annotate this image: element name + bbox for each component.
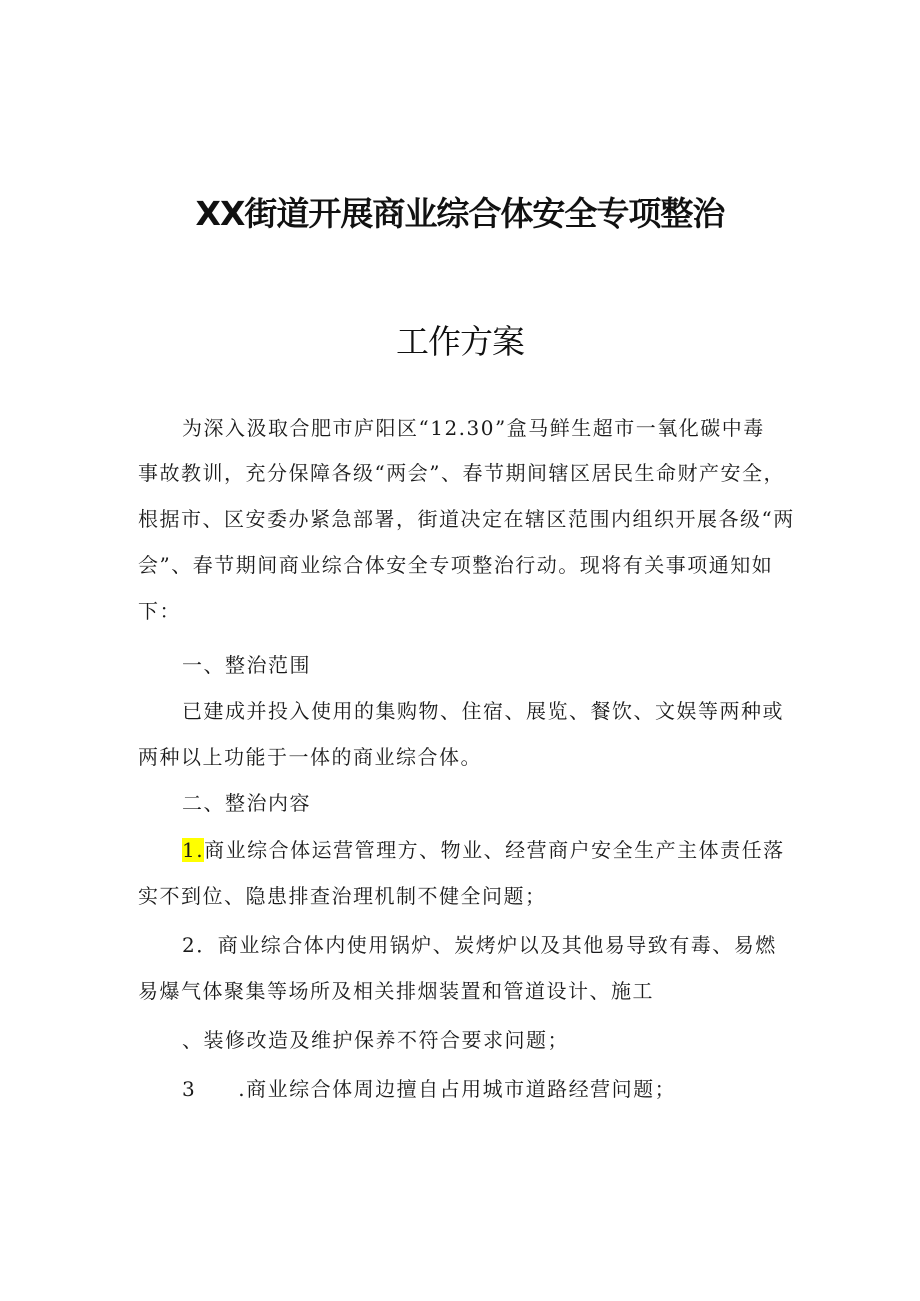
intro-line-1: 为深入汲取合肥市庐阳区“12.30”盒马鲜生超市一氧化碳中毒 — [182, 416, 765, 440]
intro-line-4: 会”、春节期间商业综合体安全专项整治行动。现将有关事项通知如 — [138, 553, 774, 577]
item3-line — [182, 1073, 676, 1102]
item1-line-2: 实不到位、隐患排查治理机制不健全问题； — [138, 884, 547, 908]
item3-number: 3 — [182, 1077, 197, 1101]
intro-line-5: 下： — [138, 599, 181, 623]
document-title-line1: XX街道开展商业综合体安全专项整治 — [195, 194, 725, 233]
item1-number-highlight: 1. — [182, 838, 205, 862]
section2-heading: 二、整治内容 — [182, 791, 311, 815]
item1-line1-text: 商业综合体运营管理方、物业、经营商户安全生产主体责任落 — [204, 838, 785, 862]
intro-line-2: 事故教训，充分保障各级“两会”、春节期间辖区居民生命财产安全， — [138, 461, 785, 485]
item3-text: .商业综合体周边擅自占用城市道路经营问题； — [238, 1077, 677, 1101]
item2-line-1: 2．商业综合体内使用锅炉、炭烤炉以及其他易导致有毒、易燃 — [182, 933, 777, 957]
intro-line-3: 根据市、区安委办紧急部署，街道决定在辖区范围内组织开展各级“两 — [138, 507, 795, 531]
item2-line-3: 、装修改造及维护保养不符合要求问题； — [182, 1028, 569, 1052]
item2-line-2: 易爆气体聚集等场所及相关排烟装置和管道设计、施工 — [138, 979, 654, 1003]
document-title-line2: 工作方案 — [396, 322, 524, 361]
section1-line-2: 两种以上功能于一体的商业综合体。 — [138, 745, 482, 769]
item1-line-1 — [182, 834, 785, 863]
section1-heading: 一、整治范围 — [182, 653, 311, 677]
section1-line-1: 已建成并投入使用的集购物、住宿、展览、餐饮、文娱等两种或 — [182, 699, 784, 723]
